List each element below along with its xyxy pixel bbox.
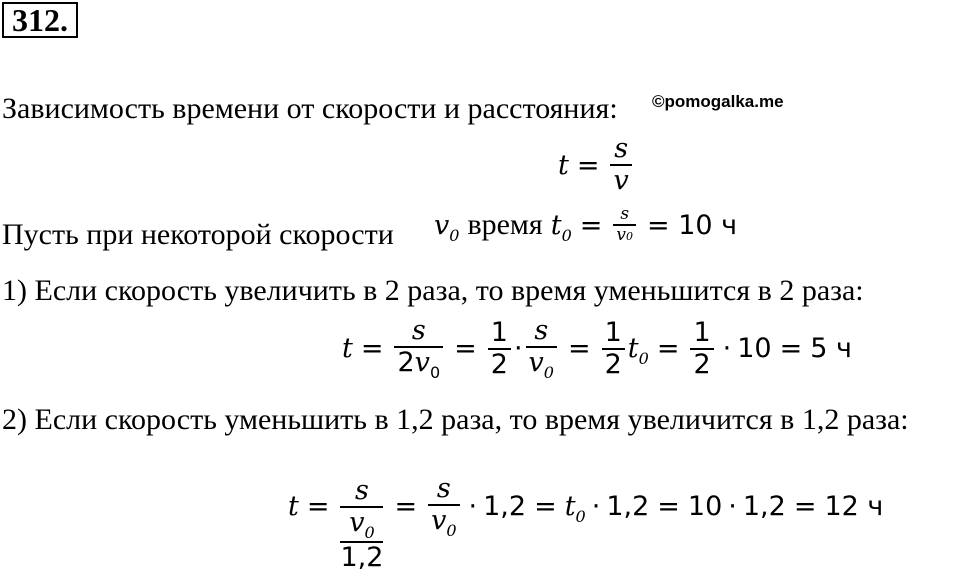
equals-sign: = [454,333,477,364]
var-t0: $t_0$ [550,209,572,245]
factor: 1,2 [606,491,650,522]
equals-sign: = [306,491,330,522]
fraction-s-over-v0-over-k [340,476,383,573]
numerator: s [436,473,451,504]
fraction-s-over-v0 [526,316,557,381]
number-ten: 10 [737,333,772,364]
number-ten: 10 [687,491,723,522]
inner-fraction [340,508,383,573]
case1-formula [342,316,852,381]
fraction-one-half [488,318,511,380]
equals-sign: = [360,333,384,364]
var-t0: $t_0$ [564,491,586,526]
times-sign: · [728,491,737,522]
fraction-s-over-2v0 [394,316,443,381]
times-sign: · [722,333,732,364]
denominator [340,508,383,573]
case2-text: 2) Если скорость уменьшить в 1,2 раза, то время увеличится в 1,2 раза: [2,403,909,436]
denominator: v0 [616,224,633,245]
denominator: $2v_0$ [397,347,441,382]
denominator: 2 [490,348,508,380]
denominator: $v_0$ [431,505,457,540]
denominator: 2 [693,348,711,380]
equals-sign: = [534,491,557,522]
denominator: $v_0$ [528,347,554,382]
numerator: s [355,475,369,506]
denominator: v [613,165,629,196]
formula-time [558,134,635,196]
numerator: 1 [604,316,622,348]
numerator: s [534,315,549,346]
factor: 1,2 [483,491,527,522]
watermark: ©pomogalka.me [652,92,784,111]
equals-sign: = [779,333,803,364]
fraction-one-half [690,318,713,380]
equals-sign: = [579,209,603,241]
numerator: 1 [490,316,508,348]
numerator: 1 [693,316,711,348]
times-sign: · [591,491,601,522]
case2-result: 12 ч [824,491,884,522]
line2-formula [434,205,737,246]
var-t: t [558,149,569,181]
numerator: s [620,204,630,224]
fraction-one-half [602,318,625,380]
numerator: $v_0$ [349,507,375,542]
times-sign: · [468,491,478,522]
equals-sign: = [567,333,591,364]
factor: 1,2 [742,491,786,522]
problem-number: 312. [2,2,78,38]
fraction-s-over-v0 [428,474,459,539]
var-t: t [342,333,353,364]
numerator: s [411,315,426,346]
numerator: s [614,133,629,164]
var-t: t [288,491,299,522]
line2-result: = 10 ч [647,209,738,241]
case1-text: 1) Если скорость увеличить в 2 раза, то время уменьшится в 2 раза: [2,274,864,307]
intro-text: Зависимость времени от скорости и расстояния: [2,92,618,125]
equals-sign: = [793,491,817,522]
equals-sign: = [576,149,600,181]
var-t0: $t_0$ [627,333,649,368]
case1-result: 5 ч [810,333,852,364]
var-v0: $v_0$ [434,209,460,245]
equals-sign: = [656,333,680,364]
equals-sign: = [394,491,418,522]
line2-text: Пусть при некоторой скорости [2,218,394,251]
denominator: 1,2 [340,542,384,573]
denominator: 2 [604,348,622,380]
fraction-s-over-v [610,134,631,196]
equals-sign: = [657,491,680,522]
word-time: время [467,208,543,242]
fraction-s-over-v0 [613,205,636,246]
case2-formula [288,440,883,573]
times-sign: · [513,333,523,364]
